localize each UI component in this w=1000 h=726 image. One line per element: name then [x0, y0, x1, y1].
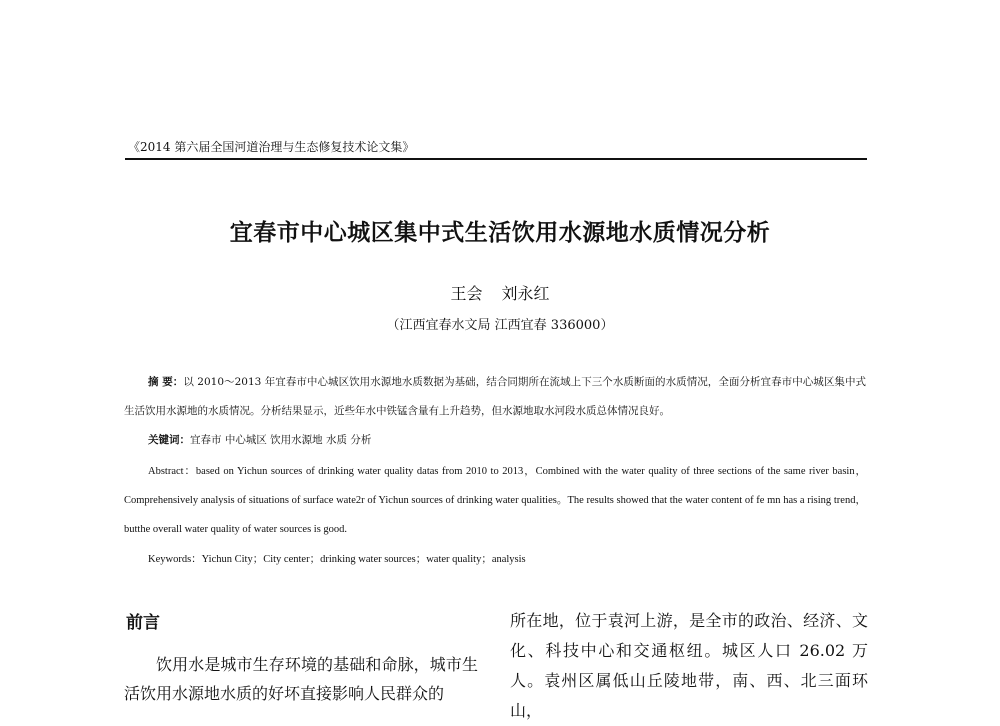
body-right-column: 所在地，位于袁河上游，是全市的政治、经济、文化、科技中心和交通枢纽。城区人口 26.02 万人。袁州区属低山丘陵地带，南、西、北三面环山， — [510, 611, 868, 720]
keywords-en-text: Yichun City；City center；drinking water sources；water quality；analysis — [201, 554, 526, 565]
keywords-en-label: Keywords： — [148, 554, 202, 565]
keywords-en — [148, 545, 868, 574]
header-rule — [125, 158, 867, 160]
body-left-column: 饮用水是城市生存环境的基础和命脉，城市生活饮用水源地水质的好坏直接影响人民群众的 — [124, 655, 478, 703]
abstract-cn — [124, 368, 866, 426]
authors: 王会 刘永红 — [450, 284, 550, 303]
keywords-cn-text: 宜春市 中心城区 饮用水源地 水质 分析 — [190, 434, 372, 446]
abstract-en — [124, 457, 866, 544]
running-header: 《2014 第六届全国河道治理与生态修复技术论文集》 — [128, 140, 415, 154]
keywords-cn-label: 关键词： — [148, 434, 190, 446]
paper-title: 宜春市中心城区集中式生活饮用水源地水质情况分析 — [229, 220, 771, 246]
affiliation: （江西宜春水文局 江西宜春 336000） — [386, 318, 614, 333]
abstract-en-text: based on Yichun sources of drinking water quality datas from 2010 to 2013，Combined with the water quality of three sections of the same river basin，Comprehensively analysis of situations of surface wate2r of Yichun sources of drinking water qualities。The results showed that the water content of fe mn has a rising trend，butthe overall water quality of water sources is good. — [124, 466, 866, 535]
abstract-cn-text: 以 2010～2013 年宜春市中心城区饮用水源地水质数据为基础，结合同期所在流域上下三个水质断面的水质情况，全面分析宜春市中心城区集中式生活饮用水源地的水质情况。分析结果显示，近些年水中铁锰含量有上升趋势，但水源地取水河段水质总体情况良好。 — [124, 376, 866, 417]
abstract-cn-label: 摘 要： — [148, 376, 184, 388]
keywords-cn — [148, 426, 868, 455]
section-heading: 前言 — [126, 613, 160, 633]
abstract-en-label: Abstract： — [148, 466, 196, 477]
